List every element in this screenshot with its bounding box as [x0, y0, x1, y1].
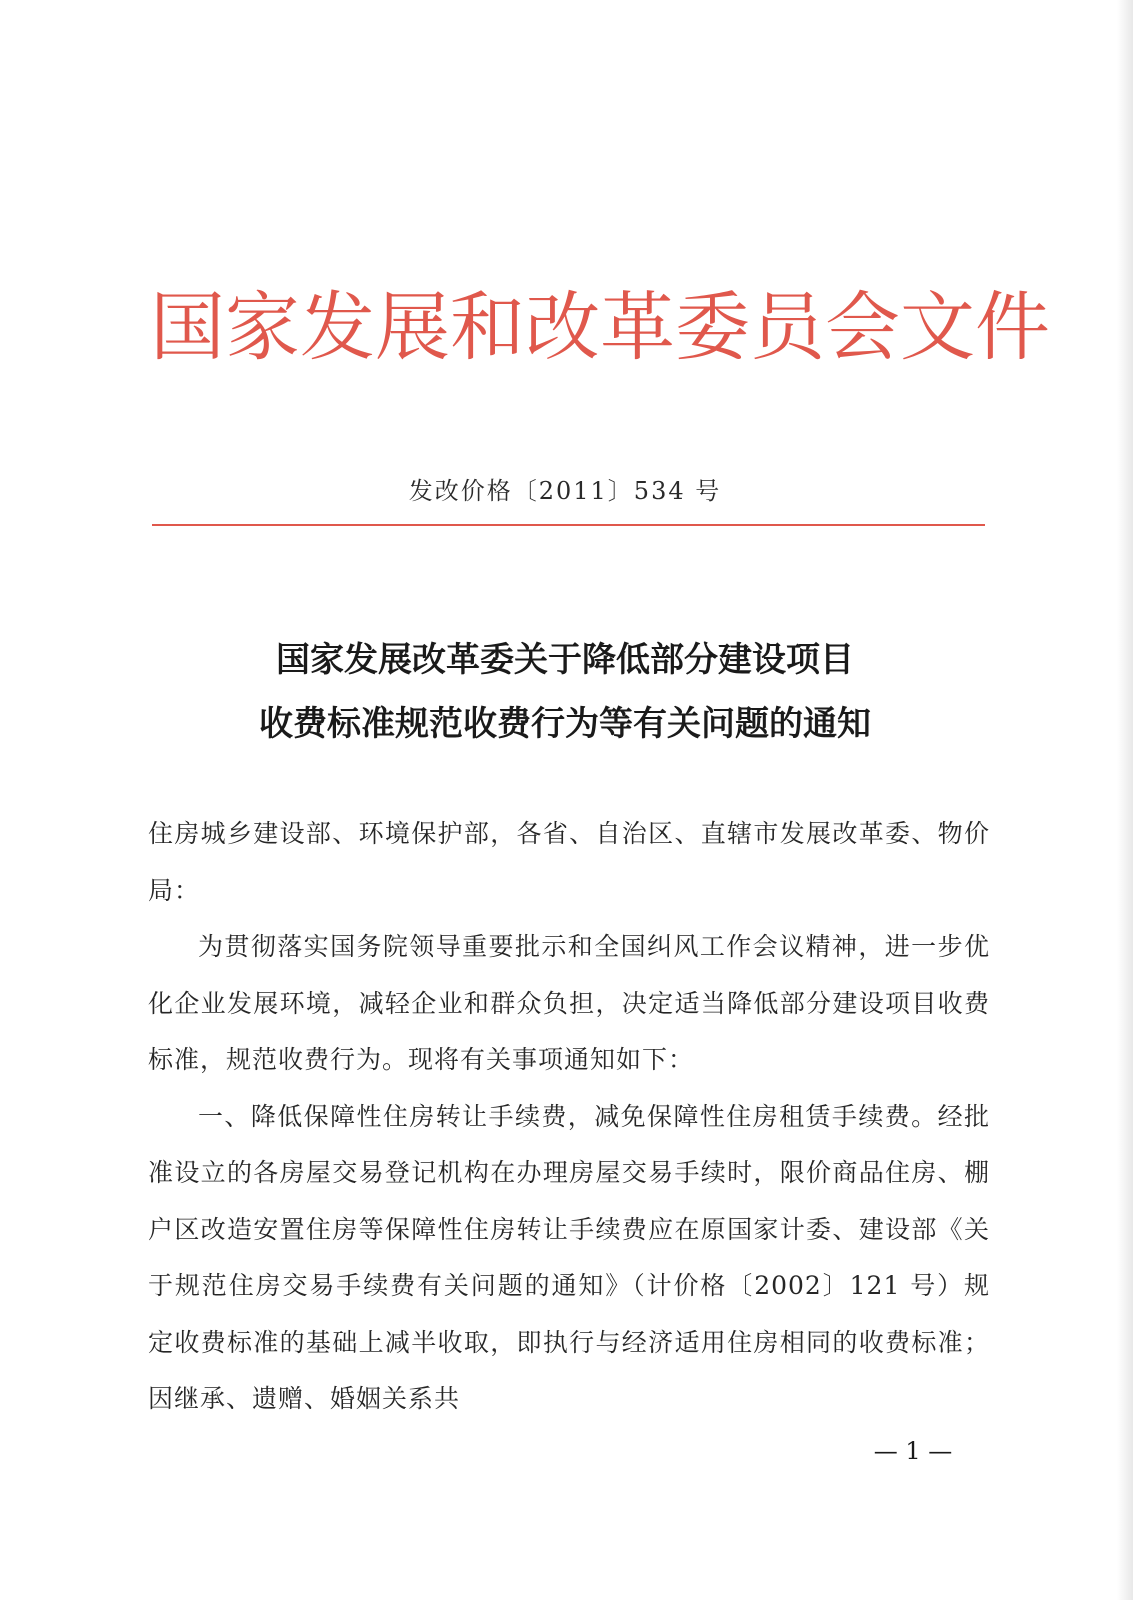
body-paragraph-item-1: 一、降低保障性住房转让手续费，减免保障性住房租赁手续费。经批准设立的各房屋交易登记机构在办理房屋交易手续时，限价商品住房、棚户区改造安置住房等保障性住房转让手续费应在原国家计委、建设部《关于规范住房交易手续费有关问题的通知》（计价格〔2002〕121 号）规定收费标准的基础上减半收取，即执行与经济适用住房相同的收费标准；因继承、遗赠、婚姻关系共 [148, 1101, 990, 1413]
document-title-line-2: 收费标准规范收费行为等有关问题的通知 [259, 704, 871, 744]
page-number: — 1 — [873, 1437, 953, 1465]
agency-header-title: 国家发展和改革委员会文件 [150, 283, 1051, 371]
scan-edge-shadow [1117, 0, 1133, 1600]
addressee-line: 住房城乡建设部、环境保护部，各省、自治区、直辖市发展改革委、物价局： [148, 819, 990, 905]
body-paragraph-intro: 为贯彻落实国务院领导重要批示和全国纠风工作会议精神，进一步优化企业发展环境，减轻企业和群众负担，决定适当降低部分建设项目收费标准，规范收费行为。现将有关事项通知如下： [148, 932, 990, 1074]
document-title-line-1: 国家发展改革委关于降低部分建设项目 [276, 640, 854, 680]
header-divider-rule [152, 524, 985, 526]
document-title [150, 628, 980, 756]
document-number: 发改价格〔2011〕534 号 [408, 477, 722, 505]
document-body [148, 806, 990, 1428]
